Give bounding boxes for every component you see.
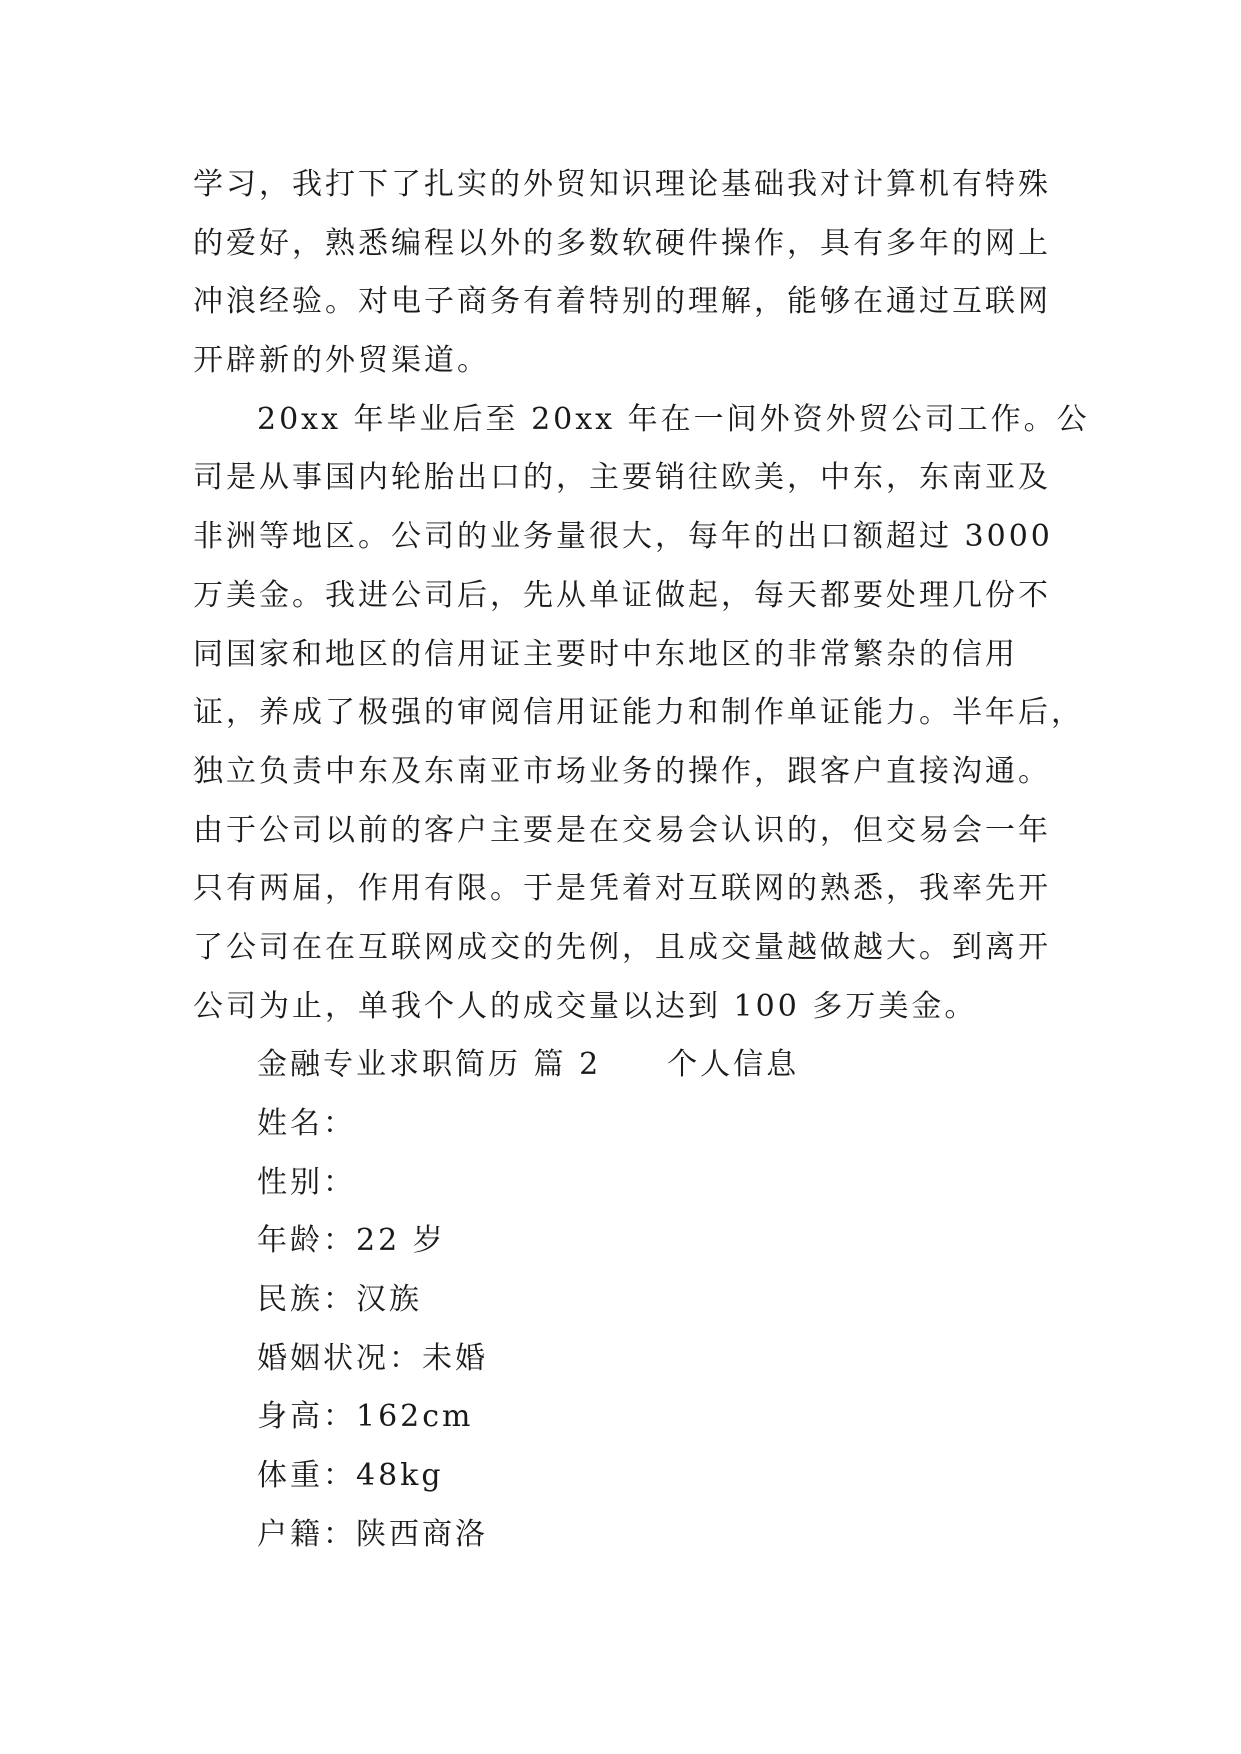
paragraph-1-line: 学习，我打下了扎实的外贸知识理论基础我对计算机有特殊: [193, 167, 1051, 202]
paragraph-2-line: 同国家和地区的信用证主要时中东地区的非常繁杂的信用: [193, 636, 1018, 672]
paragraph-2-line: 只有两届，作用有限。于是凭着对互联网的熟悉，我率先开: [193, 871, 1051, 907]
paragraph-2-line: 万美金。我进公司后，先从单证做起，每天都要处理几份不: [193, 577, 1051, 613]
info-weight: 体重：48kg: [257, 1458, 444, 1494]
info-marital-status: 婚姻状况：未婚: [257, 1340, 488, 1376]
info-height: 身高：162cm: [257, 1399, 474, 1435]
paragraph-2-line: 由于公司以前的客户主要是在交易会认识的，但交易会一年: [193, 812, 1051, 848]
document-body: [193, 156, 1090, 1565]
paragraph-2-line: 非洲等地区。公司的业务量很大，每年的出口额超过 3000: [193, 519, 1053, 555]
paragraph-1-line: 冲浪经验。对电子商务有着特别的理解，能够在通过互联网: [193, 284, 1051, 320]
paragraph-2-line: 证，养成了极强的审阅信用证能力和制作单证能力。半年后，: [193, 695, 1084, 731]
info-name: 姓名：: [257, 1106, 356, 1141]
paragraph-2-line: 公司为止，单我个人的成交量以达到 100 多万美金。: [193, 988, 978, 1024]
info-hometown: 户籍：陕西商洛: [257, 1516, 488, 1552]
info-ethnicity: 民族：汉族: [257, 1282, 422, 1318]
info-age: 年龄：22 岁: [257, 1223, 446, 1259]
paragraph-2-line: 20xx 年毕业后至 20xx 年在一间外资外贸公司工作。公: [257, 401, 1090, 437]
section-heading: 金融专业求职简历 篇 2 个人信息: [257, 1047, 800, 1083]
info-gender: 性别：: [257, 1164, 356, 1200]
paragraph-1-line: 的爱好，熟悉编程以外的多数软硬件操作，具有多年的网上: [193, 225, 1051, 261]
paragraph-2-line: 了公司在在互联网成交的先例，且成交量越做越大。到离开: [193, 929, 1051, 965]
paragraph-2-line: 独立负责中东及东南亚市场业务的操作，跟客户直接沟通。: [193, 753, 1051, 789]
paragraph-1-line: 开辟新的外贸渠道。: [193, 343, 490, 379]
paragraph-2-line: 司是从事国内轮胎出口的，主要销往欧美，中东，东南亚及: [193, 460, 1051, 496]
